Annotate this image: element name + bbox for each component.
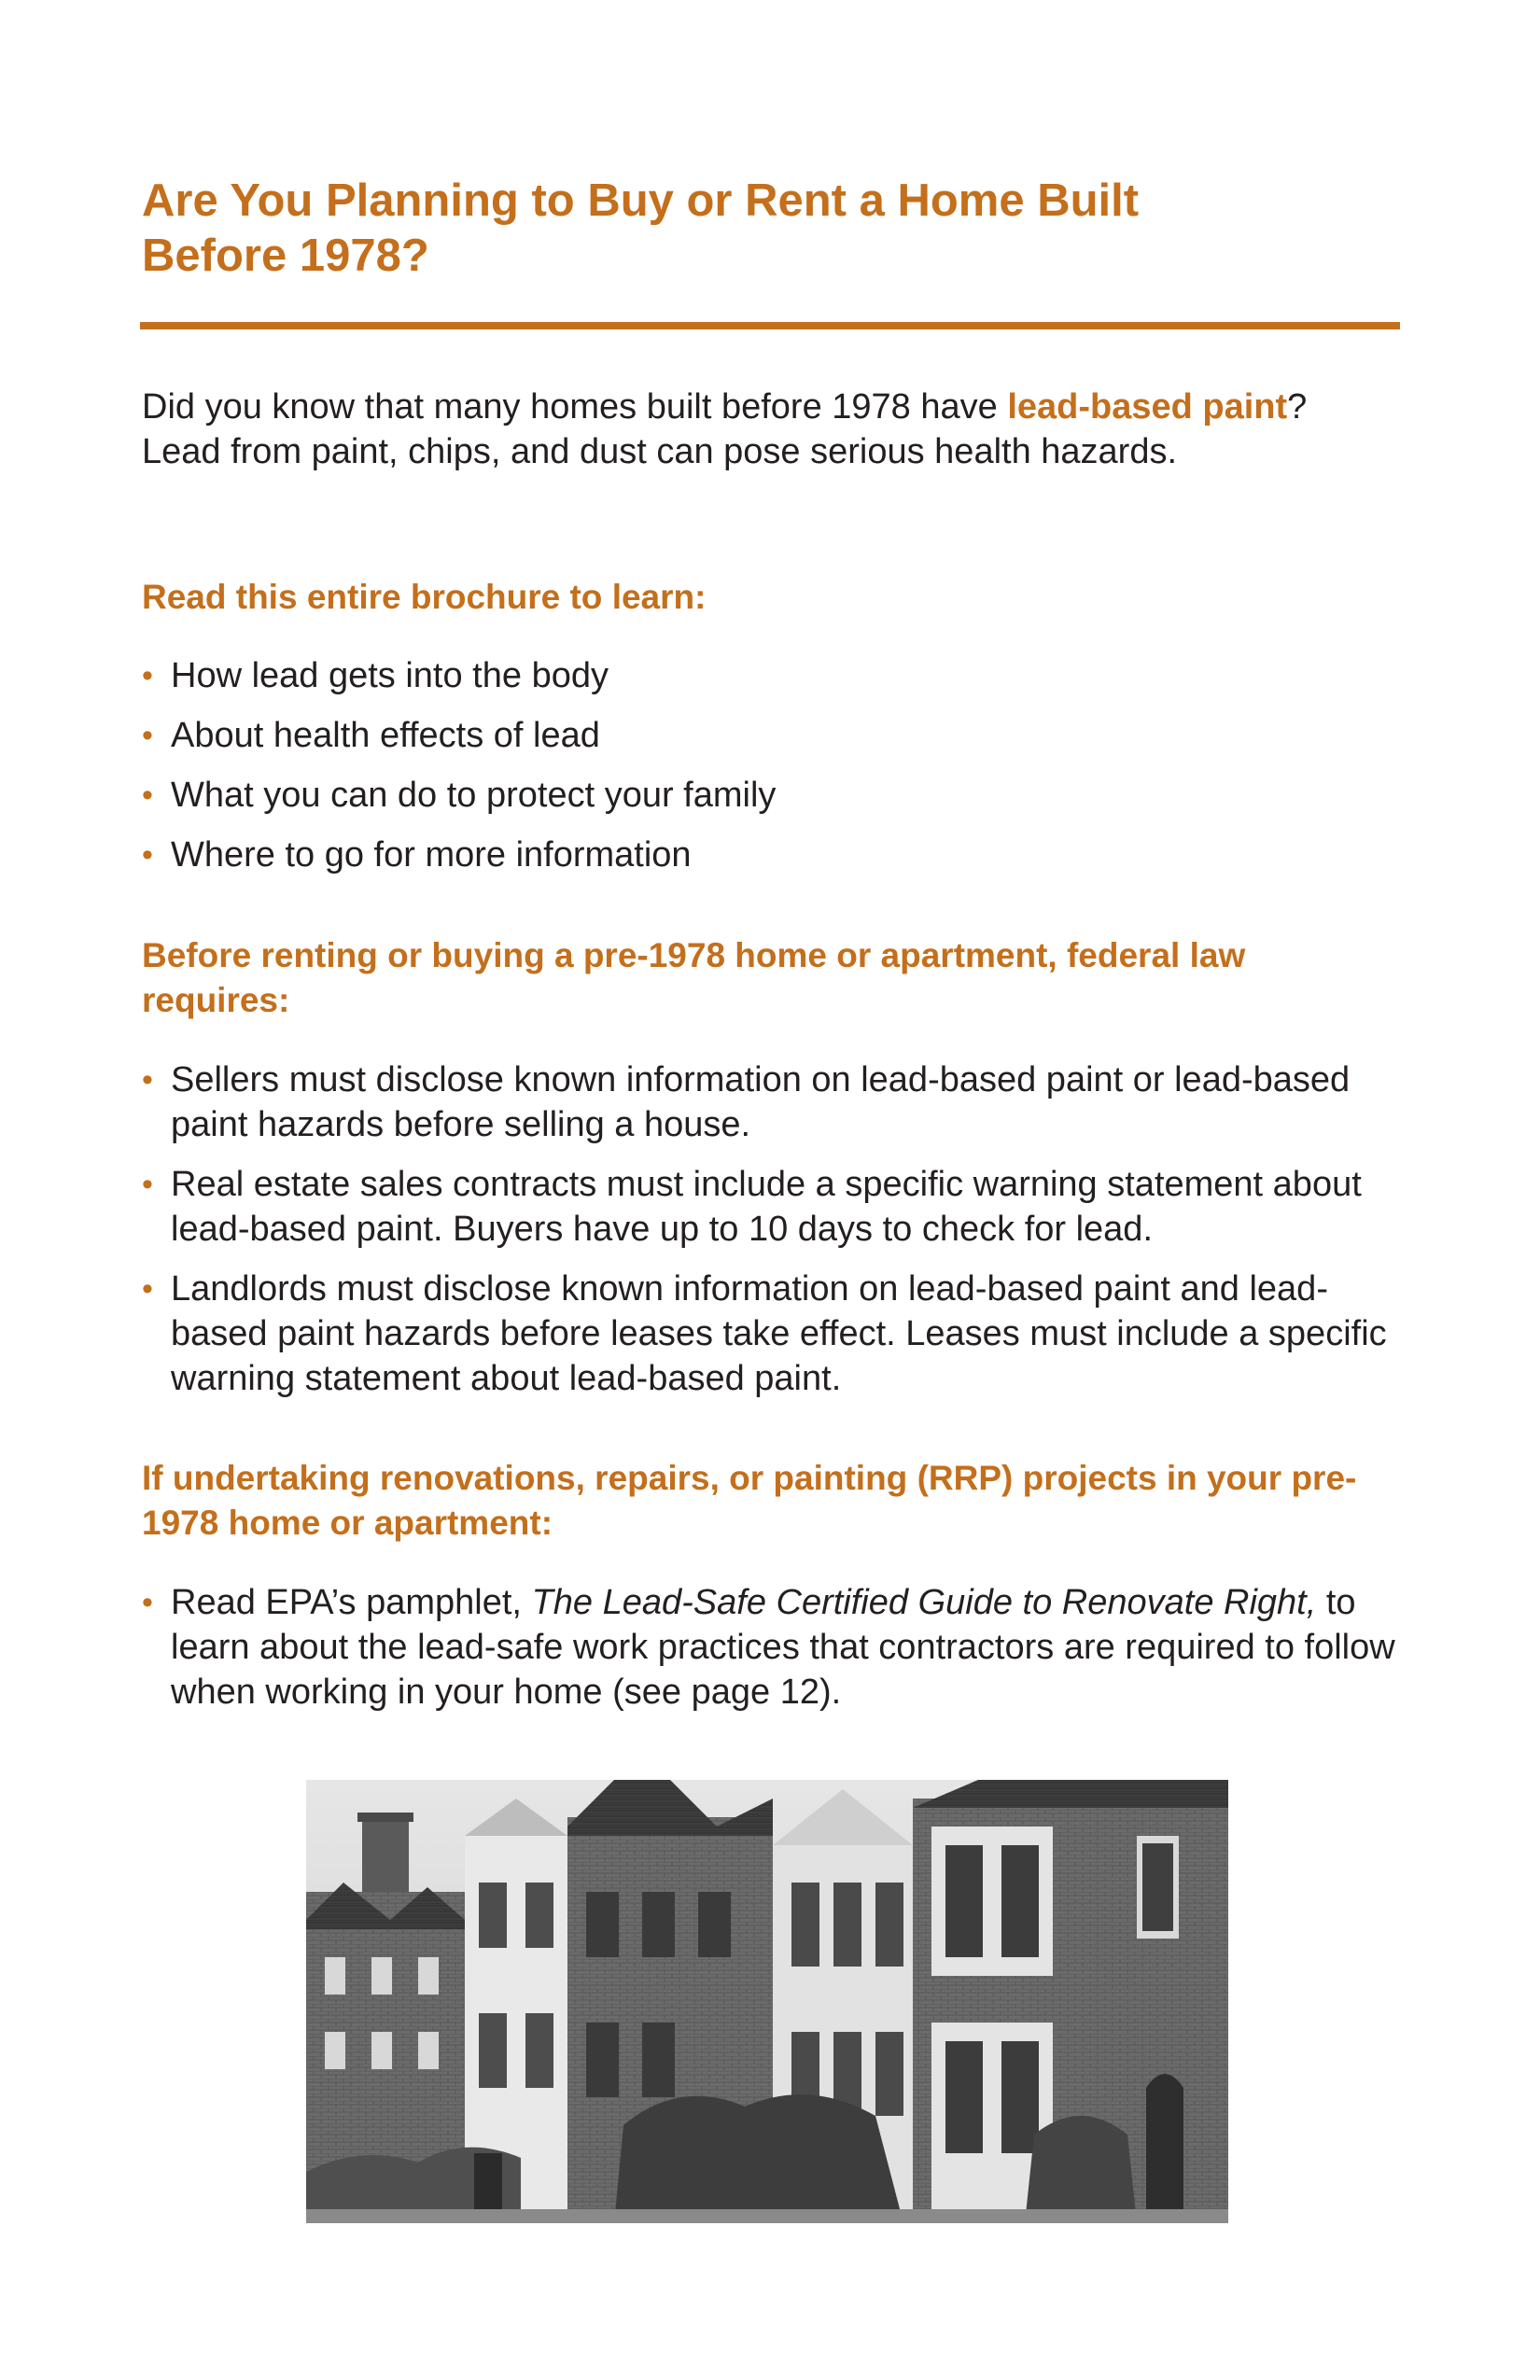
intro-paragraph: [142, 385, 1393, 474]
page-title: [142, 174, 1355, 284]
bullet-icon: •: [142, 1062, 153, 1098]
intro-text-start: Did you know that many homes built before 1978 have: [142, 387, 1008, 427]
list-item-text: How lead gets into the body: [171, 656, 609, 695]
list-item-text-end: to learn about the lead-safe work practices that contractors are required to follow when working in your home (see page 12).: [171, 1583, 1395, 1712]
list-item: [140, 1580, 1400, 1715]
intro-highlight-lead-based-paint: lead-based paint: [1007, 387, 1288, 427]
bullet-icon: •: [142, 837, 153, 873]
list-item-text: Landlords must disclose known information on lead-based paint and lead-based paint hazards before leases take effect. Leases must include a specific warning statement about lead-based paint.: [171, 1269, 1387, 1398]
bullet-icon: •: [142, 658, 153, 693]
rrp-list: [140, 1580, 1400, 1715]
bullet-icon: •: [142, 777, 153, 813]
bullet-icon: •: [142, 1585, 153, 1620]
list-item: [140, 833, 1400, 877]
list-item: [140, 713, 1400, 758]
list-item-text: What you can do to protect your family: [171, 776, 777, 815]
list-item-text: Real estate sales contracts must include a specific warning statement about lead-based paint. Buyers have up to 10 days to check for lead.: [171, 1165, 1362, 1249]
brochure-page: [140, 0, 1400, 2380]
list-item: [140, 653, 1400, 698]
page-title-line-2: Before 1978?: [142, 230, 429, 281]
list-item-text-start: Read EPA’s pamphlet,: [171, 1583, 532, 1622]
list-item: [140, 1267, 1400, 1401]
list-item-text: Where to go for more information: [171, 835, 692, 875]
list-item: [140, 773, 1400, 818]
list-item: [140, 1162, 1400, 1252]
list-item: [140, 1057, 1400, 1147]
page-title-line-1: Are You Planning to Buy or Rent a Home Built: [142, 175, 1140, 226]
bullet-icon: •: [142, 1167, 153, 1202]
intro-text-end: ? Lead from paint, chips, and dust can pose serious health hazards.: [142, 387, 1308, 471]
section-heading-learn: Read this entire brochure to learn:: [142, 578, 707, 616]
list-item-text: Sellers must disclose known information on lead-based paint or lead-based paint hazards before selling a house.: [171, 1060, 1351, 1144]
section-heading-federal-law: Before renting or buying a pre-1978 home or apartment, federal law requires:: [142, 936, 1246, 1019]
federal-law-list: [140, 1057, 1400, 1401]
row-houses-photo: [306, 1780, 1228, 2223]
list-item-text: About health effects of lead: [171, 716, 600, 755]
bullet-icon: •: [142, 718, 153, 753]
bullet-icon: •: [142, 1271, 153, 1307]
learn-list: [140, 653, 1400, 877]
section-heading-rrp: If undertaking renovations, repairs, or painting (RRP) projects in your pre-1978 home or apartment:: [142, 1459, 1357, 1542]
pamphlet-title: The Lead-Safe Certified Guide to Renovate Right,: [531, 1583, 1317, 1622]
title-divider: [140, 322, 1400, 329]
